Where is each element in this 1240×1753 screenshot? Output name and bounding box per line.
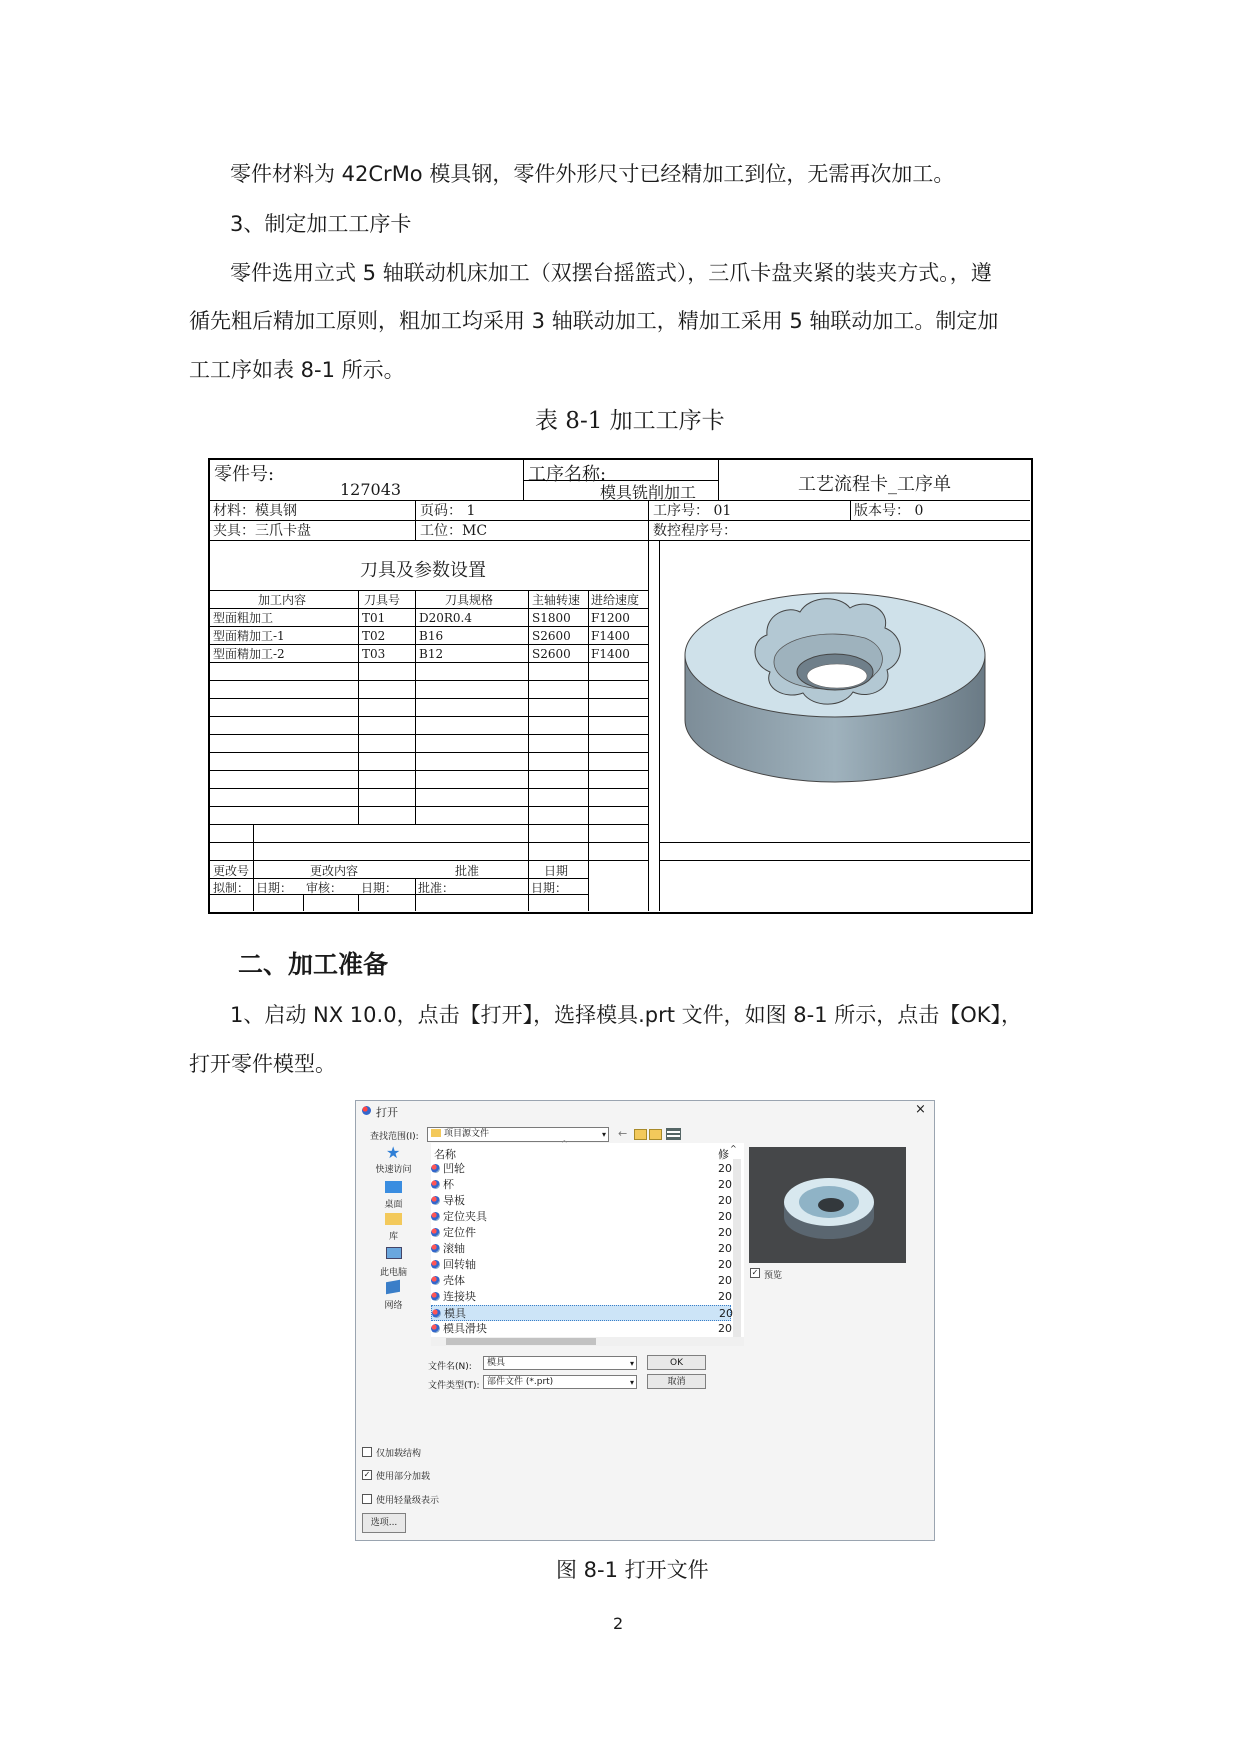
col-header-spindle: 主轴转速	[532, 593, 581, 607]
col-header-content: 加工内容	[258, 593, 307, 607]
footer-date-3: 日期：	[531, 881, 568, 895]
paragraph-material: 零件材料为 42CrMo 模具钢，零件外形尺寸已经精加工到位，无需再次加工。	[230, 162, 955, 186]
ok-button[interactable]: OK	[647, 1355, 706, 1370]
table-caption: 表 8-1 加工工序卡	[535, 408, 725, 434]
list-item[interactable]	[431, 1321, 731, 1337]
preview-pane	[749, 1147, 906, 1263]
new-folder-icon[interactable]	[649, 1129, 662, 1140]
list-item[interactable]	[431, 1193, 731, 1209]
lookin-value: 项目源文件	[444, 1129, 490, 1139]
file-date: 20	[718, 1178, 732, 1191]
chevron-down-icon: ▾	[629, 1378, 634, 1387]
table-row-3-feed: F1400	[591, 647, 630, 661]
station-cell: 工位：MC	[420, 523, 488, 539]
footer-approve: 批准	[455, 864, 480, 878]
footer-date-1: 日期：	[256, 881, 293, 895]
col-header-feed: 进给速度	[591, 593, 640, 607]
file-name: 滚轴	[443, 1242, 465, 1255]
table-row-1-feed: F1200	[591, 611, 630, 625]
lookin-select[interactable]	[427, 1127, 609, 1142]
computer-icon[interactable]	[386, 1247, 402, 1259]
place-quick-access[interactable]: 快速访问	[375, 1165, 412, 1175]
footer-approved: 批准：	[418, 881, 455, 895]
table-row-1-content: 型面粗加工	[213, 611, 274, 625]
process-no-cell: 工序号： 01	[653, 503, 732, 519]
file-name: 模具	[444, 1307, 466, 1320]
chevron-down-icon: ▾	[601, 1130, 606, 1139]
prt-file-icon	[431, 1244, 440, 1253]
sort-up-icon: ^	[561, 1139, 568, 1148]
list-item[interactable]	[431, 1241, 731, 1257]
file-name: 定位件	[443, 1226, 476, 1239]
filetype-value: 部件文件 (*.prt)	[487, 1377, 554, 1387]
close-icon[interactable]: ×	[915, 1102, 926, 1117]
table-row-2-content: 型面精加工-1	[213, 629, 285, 643]
file-date: 20	[718, 1322, 732, 1335]
star-icon[interactable]: ★	[386, 1143, 401, 1162]
step-3-heading: 3、制定加工工序卡	[230, 212, 412, 236]
footer-reviewed: 审核：	[306, 881, 343, 895]
file-date: 20	[718, 1210, 732, 1223]
list-item[interactable]	[431, 1289, 731, 1305]
part-model-image	[675, 560, 995, 800]
paragraph-process-line2: 循先粗后精加工原则，粗加工均采用 3 轴联动加工，精加工采用 5 轴联动加工。制定加	[189, 309, 999, 333]
version-cell: 版本号： 0	[854, 503, 924, 519]
process-name-value: 模具铣削加工	[600, 483, 697, 502]
file-name: 模具滑块	[443, 1322, 487, 1335]
filetype-select[interactable]	[483, 1375, 637, 1389]
table-row-1-tool: T01	[362, 611, 386, 625]
place-this-pc[interactable]: 此电脑	[379, 1268, 407, 1278]
footer-date-2: 日期：	[361, 881, 398, 895]
list-item[interactable]	[431, 1273, 731, 1289]
table-row-1-speed: S1800	[532, 611, 571, 625]
place-desktop[interactable]: 桌面	[384, 1200, 403, 1210]
cancel-button[interactable]: 取消	[647, 1374, 706, 1389]
paragraph-process-line1: 零件选用立式 5 轴联动机床加工（双摆台摇篮式），三爪卡盘夹紧的装夹方式。，遵	[230, 261, 992, 285]
list-item[interactable]	[431, 1161, 731, 1177]
load-structure-label: 仅加载结构	[376, 1449, 422, 1459]
dialog-app-icon	[362, 1106, 371, 1115]
prt-file-icon	[431, 1228, 440, 1237]
part-no-label: 零件号:	[214, 464, 275, 485]
page-code-cell: 页码： 1	[420, 503, 476, 519]
col-header-tool-no: 刀具号	[364, 593, 401, 607]
step-1-line2: 打开零件模型。	[189, 1052, 336, 1076]
prt-file-icon	[431, 1212, 440, 1221]
table-row-2-tool: T02	[362, 629, 386, 643]
chevron-down-icon: ▾	[629, 1359, 634, 1368]
prt-file-icon	[432, 1309, 441, 1318]
table-row-2-feed: F1400	[591, 629, 630, 643]
file-name: 回转轴	[443, 1258, 476, 1271]
desktop-icon[interactable]	[385, 1181, 402, 1193]
folder-icon	[431, 1129, 441, 1137]
filename-input[interactable]	[483, 1356, 637, 1370]
open-file-dialog	[355, 1100, 935, 1541]
partial-load-checkbox[interactable]: ✓	[363, 1470, 371, 1479]
file-name: 定位夹具	[443, 1210, 487, 1223]
preview-model-image	[749, 1147, 906, 1263]
place-library[interactable]: 库	[388, 1232, 398, 1242]
footer-date: 日期	[544, 864, 569, 878]
back-icon[interactable]: ←	[618, 1127, 628, 1140]
fixture-cell: 夹具：三爪卡盘	[213, 523, 311, 539]
file-date: 20	[718, 1194, 732, 1207]
partial-load-label: 使用部分加载	[376, 1472, 431, 1482]
card-title: 工艺流程卡_工序单	[798, 474, 951, 495]
table-row-3-tool: T03	[362, 647, 386, 661]
file-name: 凹轮	[443, 1162, 465, 1175]
options-button[interactable]: 选项...	[362, 1513, 406, 1533]
prt-file-icon	[431, 1196, 440, 1205]
file-date: 20	[718, 1290, 732, 1303]
file-date: 20	[719, 1307, 733, 1320]
table-row-3-speed: S2600	[532, 647, 571, 661]
col-date-header[interactable]: 修	[718, 1148, 729, 1161]
lightweight-checkbox[interactable]	[362, 1494, 372, 1504]
footer-change-no: 更改号	[213, 864, 250, 878]
up-folder-icon[interactable]	[634, 1129, 647, 1140]
table-row-3-content: 型面精加工-2	[213, 647, 285, 661]
library-icon[interactable]	[385, 1213, 402, 1225]
view-menu-icon[interactable]	[666, 1128, 681, 1140]
table-row-2-spec: B16	[419, 629, 444, 643]
process-name-label: 工序名称:	[528, 464, 607, 485]
file-name: 壳体	[443, 1274, 465, 1287]
page-number: 2	[613, 1614, 624, 1633]
filename-label: 文件名(N):	[428, 1362, 472, 1372]
prt-file-icon	[431, 1324, 440, 1333]
col-header-tool-spec: 刀具规格	[445, 593, 494, 607]
dialog-title: 打开	[376, 1106, 398, 1119]
prt-file-icon	[431, 1292, 440, 1301]
table-row-1-spec: D20R0.4	[419, 611, 473, 625]
filename-value: 模具	[487, 1358, 506, 1368]
paragraph-process-line3: 工工序如表 8-1 所示。	[189, 358, 405, 382]
footer-drafted: 拟制：	[213, 881, 250, 895]
part-no-value: 127043	[340, 480, 402, 499]
footer-change-content: 更改内容	[310, 864, 359, 878]
list-item[interactable]	[431, 1225, 731, 1241]
prt-file-icon	[431, 1276, 440, 1285]
file-date: 20	[718, 1162, 732, 1175]
place-network[interactable]: 网络	[384, 1301, 403, 1311]
filetype-label: 文件类型(T):	[428, 1381, 480, 1391]
lookin-label: 查找范围(I):	[370, 1132, 419, 1142]
list-scrollbar[interactable]	[733, 1159, 741, 1337]
file-date: 20	[718, 1258, 732, 1271]
prt-file-icon	[431, 1180, 440, 1189]
material-cell: 材料：模具钢	[213, 503, 297, 519]
preview-checkbox[interactable]: ✓	[751, 1268, 759, 1277]
list-item-selected[interactable]	[431, 1305, 731, 1321]
figure-caption: 图 8-1 打开文件	[556, 1558, 709, 1582]
list-item[interactable]	[431, 1177, 731, 1193]
tool-params-title: 刀具及参数设置	[360, 560, 486, 581]
list-item[interactable]	[431, 1209, 731, 1225]
nc-program-cell: 数控程序号：	[653, 523, 737, 539]
load-structure-checkbox[interactable]	[362, 1447, 372, 1457]
file-date: 20	[718, 1274, 732, 1287]
file-date: 20	[718, 1226, 732, 1239]
table-row-2-speed: S2600	[532, 629, 571, 643]
process-card-table	[208, 458, 1033, 914]
col-name-header[interactable]: 名称	[434, 1148, 456, 1161]
prt-file-icon	[431, 1164, 440, 1173]
table-row-3-spec: B12	[419, 647, 444, 661]
file-date: 20	[718, 1242, 732, 1255]
prt-file-icon	[431, 1260, 440, 1269]
file-name: 导板	[443, 1194, 465, 1207]
lightweight-label: 使用轻量级表示	[376, 1496, 440, 1506]
list-item[interactable]	[431, 1257, 731, 1273]
preview-label: 预览	[764, 1271, 783, 1281]
col-resize-icon: ^	[730, 1144, 737, 1153]
horizontal-scroll-thumb[interactable]	[446, 1338, 596, 1345]
step-1-line1: 1、启动 NX 10.0，点击【打开】，选择模具.prt 文件，如图 8-1 所示，点击【OK】，	[230, 1003, 1023, 1027]
section-2-heading: 二、加工准备	[238, 950, 389, 979]
network-icon[interactable]	[386, 1280, 400, 1294]
file-name: 杯	[443, 1178, 454, 1191]
file-name: 连接块	[443, 1290, 476, 1303]
